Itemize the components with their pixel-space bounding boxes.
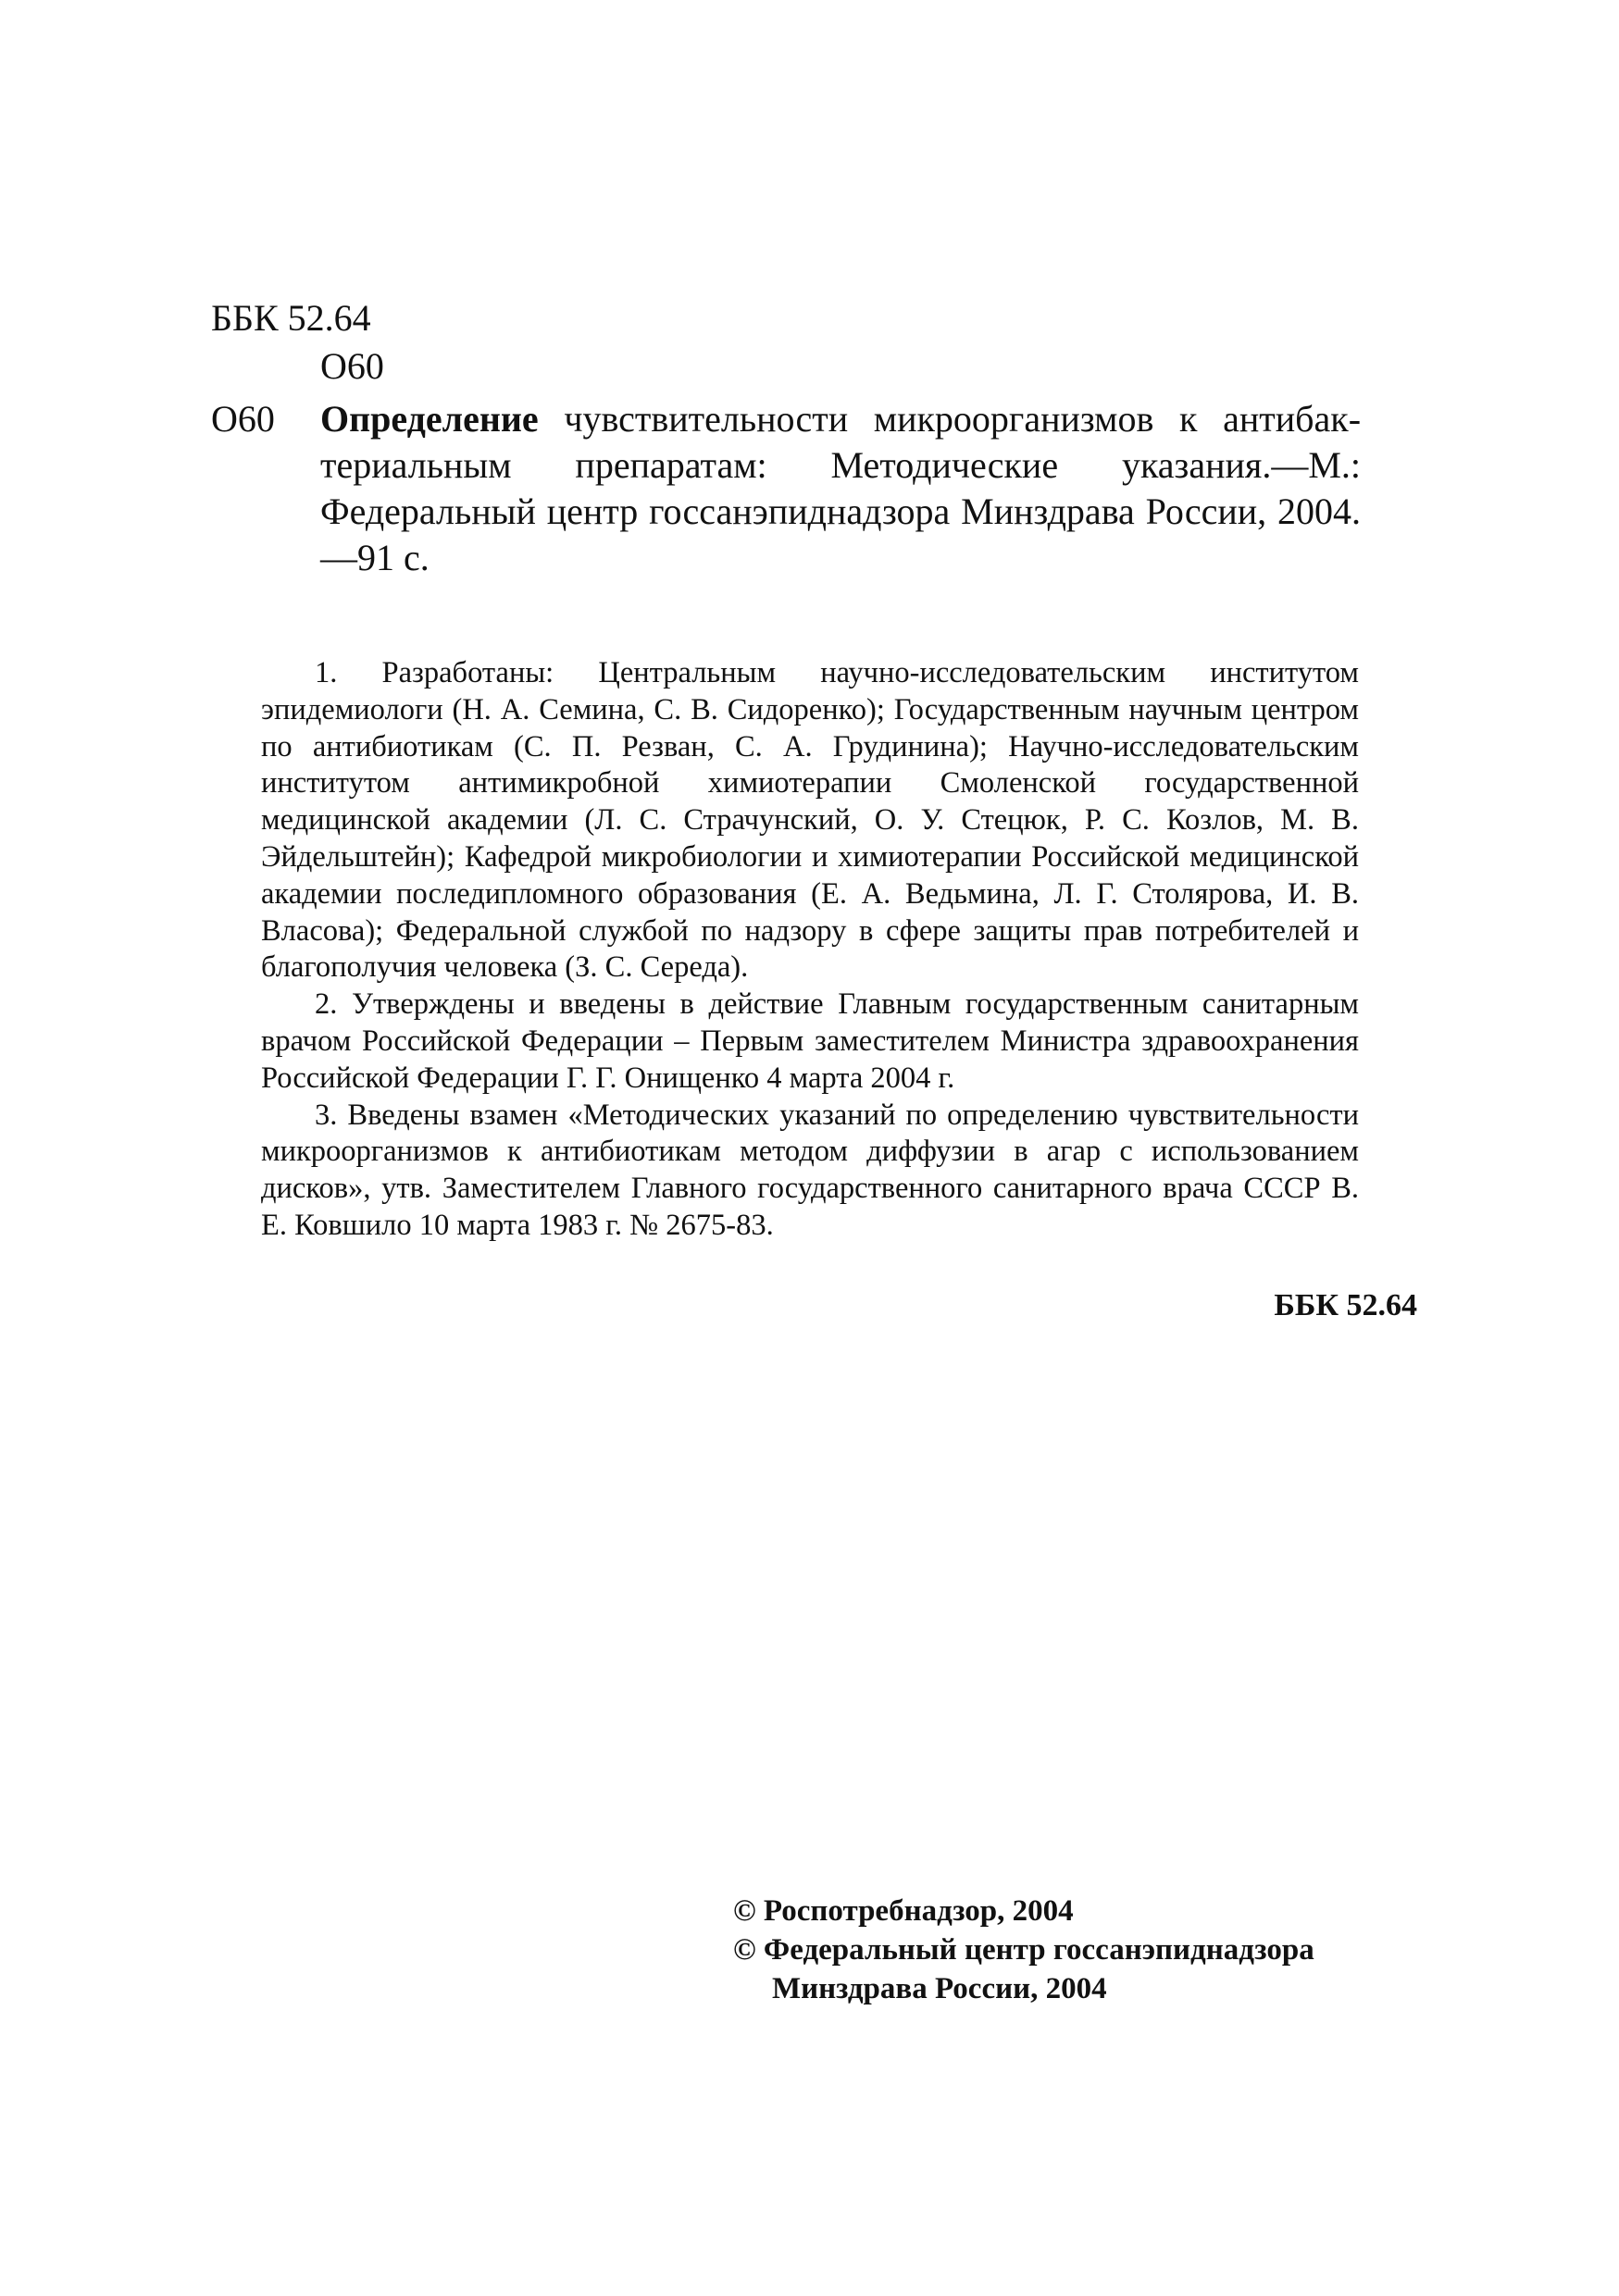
entry-text	[320, 396, 1361, 581]
entry-title: Определение	[320, 398, 539, 440]
copyright-line-3: Минздрава России, 2004	[772, 1972, 1107, 2005]
copyright-line-1: © Роспотребнадзор, 2004	[733, 1894, 1074, 1928]
entry-author-mark: О60	[211, 398, 275, 440]
copyright-line-2: © Федеральный центр госсанэпиднадзора	[733, 1933, 1314, 1967]
classification-block	[211, 294, 384, 391]
entry-description: чувствительности микроорганизмов к антибактериальным препаратам: Методические указания.—М.: Федеральный центр госсанэпиднадзора Минздрава России, 2004.—91 с.	[320, 398, 1362, 578]
bbk-code-bottom: ББК 52.64	[1274, 1288, 1417, 1322]
notes-section	[261, 655, 1359, 1245]
note-approved: 2. Утверждены и введены в действие Главным государственным санитарным врачом Российской Федерации – Первым заместителем Министра здравоохранения Российской Федерации Г. Г. Онищенко 4 марта 2004 г.	[261, 987, 1359, 1095]
bibliographic-entry	[211, 396, 1361, 581]
author-mark: О60	[320, 345, 384, 387]
note-replaces: 3. Введены взамен «Методических указаний по определению чувствительности микроорганизмов к антибиотикам методом диффузии в агар с использованием дисков», утв. Заместителем Главного государственного санитарного врача СССР В. Е. Ковшило 10 марта 1983 г. № 2675-83.	[261, 1098, 1359, 1242]
bbk-code: ББК 52.64	[211, 297, 371, 339]
note-developed-by: 1. Разработаны: Центральным научно-исследовательским институтом эпидемиологи (Н. А. Семина, С. В. Сидоренко); Государственным научным центром по антибиотикам (С. П. Резван, С. А. Грудинина); Научно-исследовательским институтом антимикробной химиотерапии Смоленской государственной медицинской академии (Л. С. Страчунский, О. У. Стецюк, Р. С. Козлов, М. В. Эйдельштейн); Кафедрой микробиологии и химиотерапии Российской медицинской академии последипломного образования (Е. А. Ведьмина, Л. Г. Столярова, И. В. Власова); Федеральной службой по надзору в сфере защиты прав потребителей и благополучия человека (З. С. Середа).	[261, 656, 1359, 985]
copyright-block	[733, 1892, 1314, 2008]
